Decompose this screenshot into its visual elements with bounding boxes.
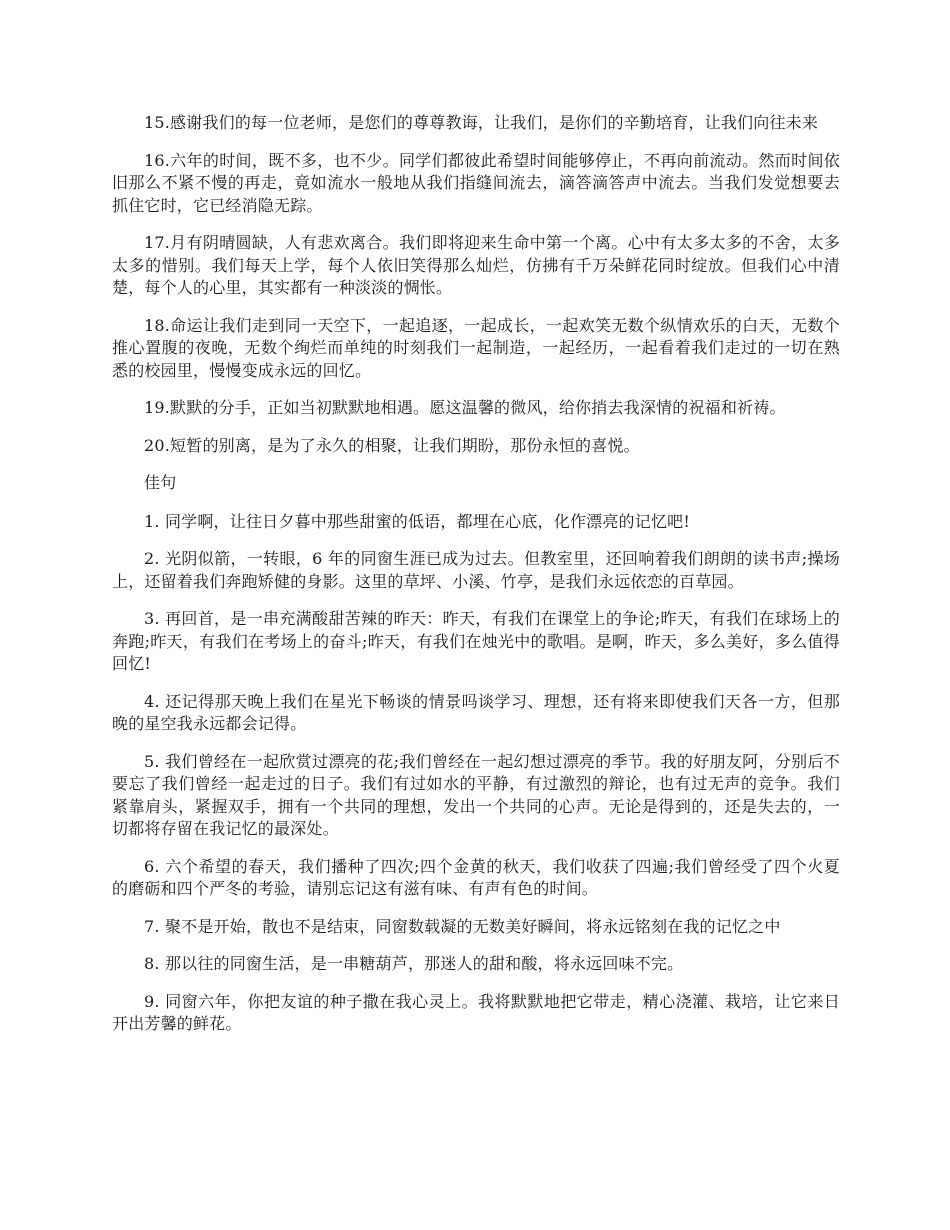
sentence-9: 9. 同窗六年，你把友谊的种子撒在我心灵上。我将默默地把它带走，精心浇灌、栽培，让它来日开出芳馨的鲜花。 bbox=[112, 991, 840, 1033]
paragraph-17: 17.月有阴晴圆缺，人有悲欢离合。我们即将迎来生命中第一个离。心中有太多太多的不舍，太多太多的惜别。我们每天上学，每个人依旧笑得那么灿烂，仿拂有千万朵鲜花同时绽放。但我们心中清楚，每个人的心里，其实都有一种淡淡的惆怅。 bbox=[112, 233, 840, 297]
section-heading-jiaju: 佳句 bbox=[144, 473, 177, 492]
sentence-7: 7. 聚不是开始，散也不是结束，同窗数载凝的无数美好瞬间，将永远铭刻在我的记忆之中 bbox=[144, 916, 781, 936]
paragraph-19: 19.默默的分手，正如当初默默地相遇。愿这温馨的微风，给你捎去我深情的祝福和祈祷。 bbox=[144, 398, 786, 417]
sentence-6: 6. 六个希望的春天，我们播种了四次;四个金黄的秋天，我们收获了四遍;我们曾经受了四个火夏的磨砺和四个严冬的考验，请别忘记这有滋有味、有声有色的时间。 bbox=[112, 856, 840, 898]
document-page bbox=[112, 112, 840, 1051]
sentence-4: 4. 还记得那天晚上我们在星光下畅谈的情景吗谈学习、理想，还有将来即使我们天各一方，但那晚的星空我永远都会记得。 bbox=[112, 691, 840, 733]
paragraph-20: 20.短暂的别离，是为了永久的相聚，让我们期盼，那份永恒的喜悦。 bbox=[144, 435, 640, 455]
paragraph-15: 15.感谢我们的每一位老师，是您们的尊尊教诲，让我们，是你们的辛勤培育，让我们向往未来 bbox=[144, 113, 819, 132]
sentence-1: 1. 同学啊，让往日夕暮中那些甜蜜的低语，都埋在心底，化作漂亮的记忆吧! bbox=[144, 511, 690, 531]
paragraph-16: 16.六年的时间，既不多，也不少。同学们都彼此希望时间能够停止，不再向前流动。然而时间依旧那么不紧不慢的再走，竟如流水一般地从我们指缝间流去，滴答滴答声中流去。当我们发觉想要去抓住它时，它已经消隐无踪。 bbox=[112, 150, 840, 215]
sentence-2: 2. 光阴似箭，一转眼，6 年的同窗生涯已成为过去。但教室里，还回响着我们朗朗的读书声;操场上，还留着我们奔跑矫健的身影。这里的草坪、小溪、竹亭，是我们永远依恋的百草园。 bbox=[112, 549, 840, 591]
paragraph-18: 18.命运让我们走到同一天空下，一起追逐，一起成长，一起欢笑无数个纵情欢乐的白天，无数个推心置腹的夜晚，无数个绚烂而单纯的时刻我们一起制造，一起经历，一起看着我们走过的一切在熟悉的校园里，慢慢变成永远的回忆。 bbox=[112, 315, 840, 380]
sentence-5: 5. 我们曾经在一起欣赏过漂亮的花;我们曾经在一起幻想过漂亮的季节。我的好朋友阿，分别后不要忘了我们曾经一起走过的日子。我们有过如水的平静，有过激烈的辩论，也有过无声的竞争。我们紧靠肩头，紧握双手，拥有一个共同的理想，发出一个共同的心声。无论是得到的，还是失去的，一切都将存留在我记忆的最深处。 bbox=[112, 751, 840, 838]
sentence-8: 8. 那以往的同窗生活，是一串糖葫芦，那迷人的甜和酸，将永远回味不完。 bbox=[144, 954, 684, 973]
sentence-3: 3. 再回首，是一串充满酸甜苦辣的昨天：昨天，有我们在课堂上的争论;昨天，有我们在球场上的奔跑;昨天，有我们在考场上的奋斗;昨天，有我们在烛光中的歌唱。是啊，昨天，多么美好，多么值得回忆! bbox=[112, 609, 840, 673]
